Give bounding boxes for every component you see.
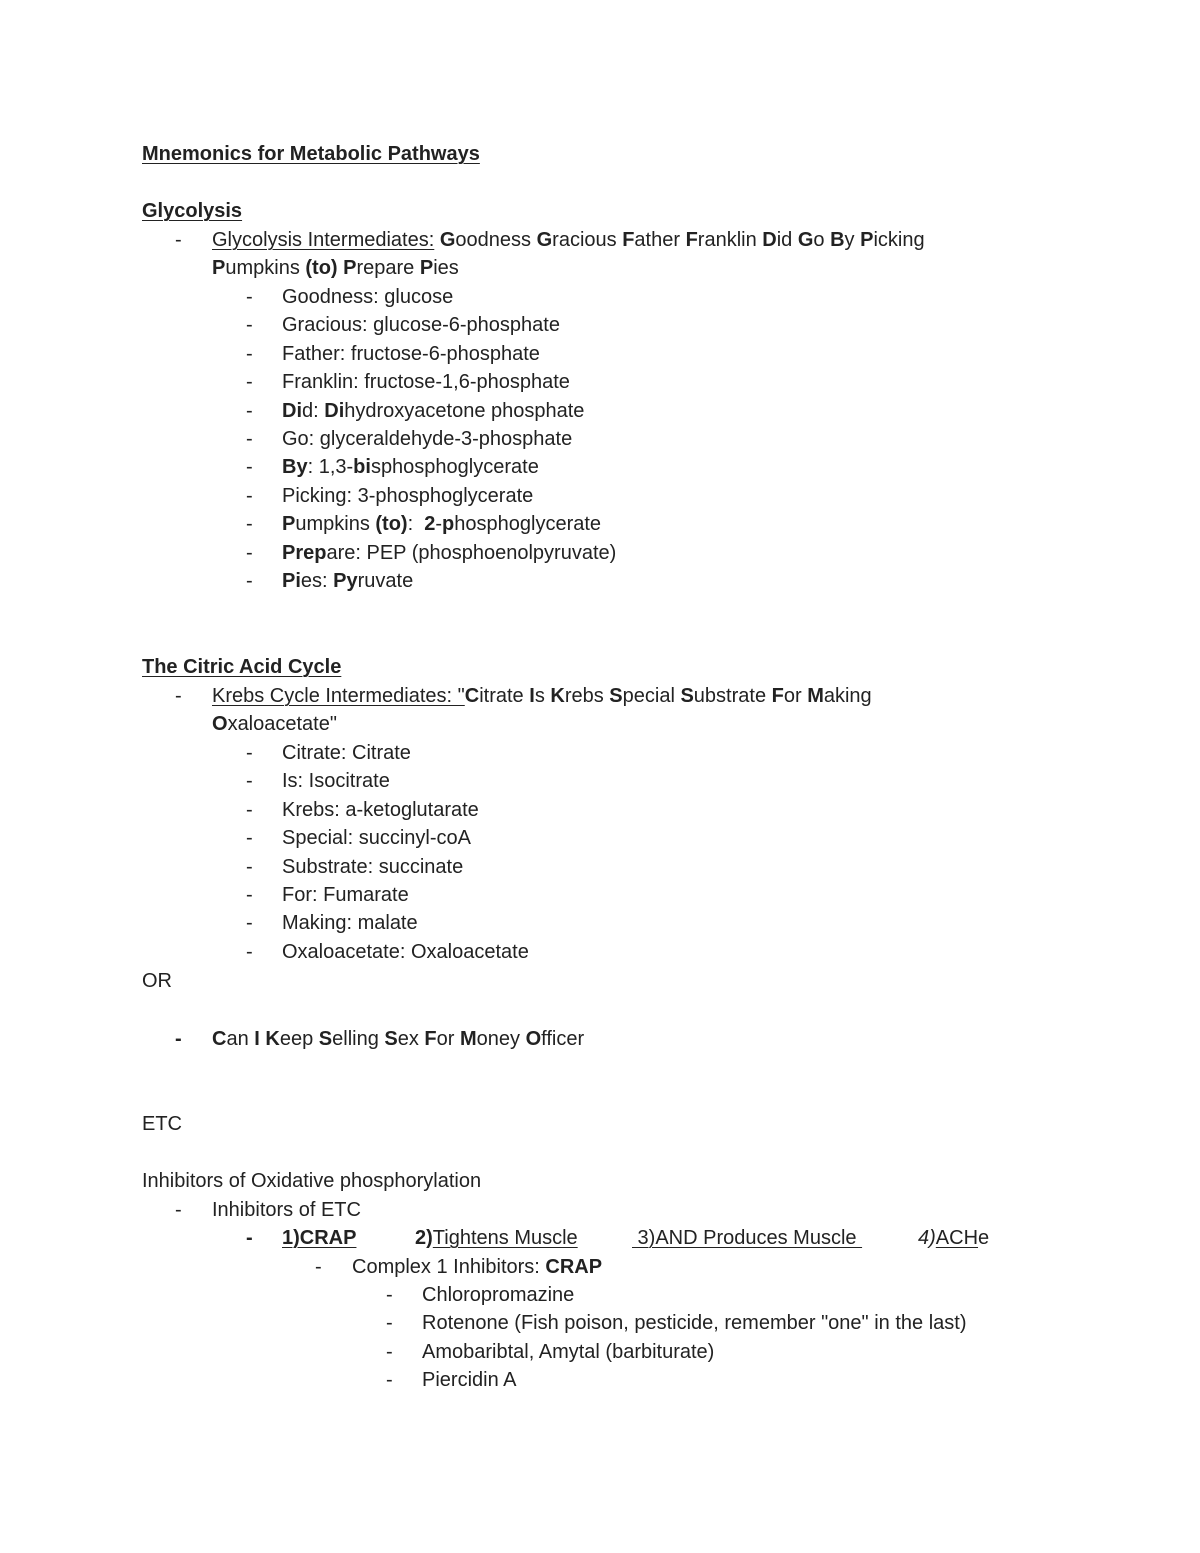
- text-segment: P: [343, 257, 357, 279]
- bullet-dash: -: [175, 229, 182, 251]
- bullet-dash: -: [175, 1199, 182, 1221]
- bullet-dash: -: [246, 541, 253, 564]
- text-segment: P: [282, 513, 296, 536]
- text-segment: :: [407, 513, 425, 536]
- bullet-dash: -: [246, 513, 253, 536]
- bullet-dash: -: [246, 770, 253, 793]
- krebs-mnemonic-line2: [212, 710, 337, 738]
- text-segment: Goodness: glucose: [282, 286, 454, 308]
- bullet-dash: -: [246, 1227, 253, 1249]
- text-segment: an: [226, 1028, 255, 1050]
- text-segment: umpkins: [225, 257, 306, 279]
- text-segment: For: Fumarate: [282, 884, 409, 906]
- krebs-mnemonic-line1: [465, 685, 872, 707]
- text-segment: M: [459, 1028, 477, 1050]
- text-segment: Citrate: Citrate: [282, 742, 411, 764]
- text-segment: S: [609, 685, 623, 707]
- text-segment: F: [424, 1028, 437, 1050]
- etc-mnemonic-part-4: [918, 1224, 989, 1252]
- text-segment: e: [978, 1227, 990, 1249]
- bullet-dash: -: [386, 1312, 393, 1335]
- text-segment: 1)CRAP: [282, 1227, 357, 1249]
- text-segment: I: [529, 685, 535, 707]
- text-segment: aking: [823, 685, 872, 707]
- text-segment: Father: fructose-6-phosphate: [282, 342, 540, 365]
- bullet-dash: -: [386, 1369, 393, 1392]
- etc-mnemonic-row: [212, 1224, 1112, 1252]
- bullet-dash: -: [246, 742, 253, 764]
- bullet-dash: -: [246, 342, 253, 365]
- text-segment: umpkins: [295, 513, 376, 536]
- complex1-acronym: CRAP: [545, 1256, 603, 1278]
- bullet-dash: -: [246, 798, 253, 821]
- text-segment: hosphoglycerate: [454, 513, 602, 536]
- bullet-dash: -: [246, 855, 253, 878]
- text-segment: -: [435, 513, 443, 536]
- text-segment: Go: glyceraldehyde-3-phosphate: [282, 428, 573, 450]
- text-segment: Franklin: fructose-1,6-phosphate: [282, 371, 570, 394]
- bullet-dash: -: [386, 1284, 393, 1306]
- text-segment: repare: [356, 257, 420, 279]
- text-segment: xaloacetate": [227, 713, 337, 735]
- text-segment: Special: succinyl-coA: [282, 827, 471, 850]
- citric-acid-heading: The Citric Acid Cycle: [142, 656, 342, 678]
- text-segment: F: [622, 229, 635, 251]
- text-segment: P: [212, 257, 226, 279]
- text-segment: S: [384, 1028, 398, 1050]
- text-segment: eep: [279, 1028, 319, 1050]
- text-segment: D: [762, 229, 777, 251]
- text-segment: Picking: 3-phosphoglycerate: [282, 484, 534, 507]
- text-segment: are: PEP (phosphoenolpyruvate): [326, 541, 617, 564]
- text-segment: or: [783, 685, 808, 707]
- text-segment: ather: [634, 229, 686, 251]
- text-segment: 4): [918, 1227, 936, 1249]
- text-segment: S: [318, 1028, 333, 1050]
- text-segment: ex: [397, 1028, 425, 1050]
- text-segment: ACH: [935, 1227, 979, 1249]
- text-segment: B: [830, 229, 845, 251]
- bullet-dash: -: [175, 685, 182, 707]
- oxphos-inhibitors-heading: Inhibitors of Oxidative phosphorylation: [142, 1170, 482, 1192]
- text-segment: d:: [302, 399, 325, 422]
- or-label: OR: [142, 970, 172, 992]
- text-segment: (to): [305, 257, 338, 279]
- text-segment: sphosphoglycerate: [370, 456, 539, 479]
- text-segment: rebs: [564, 685, 610, 707]
- bullet-dash: -: [246, 314, 253, 337]
- text-segment: p: [442, 513, 455, 536]
- text-segment: or: [436, 1028, 460, 1050]
- text-segment: ubstrate: [693, 685, 772, 707]
- text-segment: Py: [333, 570, 358, 592]
- text-segment: oodness: [455, 229, 537, 251]
- text-segment: 2: [424, 513, 436, 536]
- complex1-label: Complex 1 Inhibitors:: [352, 1256, 546, 1278]
- text-segment: K: [550, 685, 565, 707]
- text-segment: ranklin: [697, 229, 763, 251]
- document-page: Mnemonics for Metabolic Pathways Glycolysis - Glycolysis Intermediates: Goodness Gracious Father Franklin Did Go By Picking Pumpkins (to) Prepare Pies - Goodness: glucose - Gracious: glucose-6-phosphate - Father: fructose-6-phosphate - Franklin: fructose-1,6-phosphate - Did: Dihydroxyacetone phosphate - Go: glyceraldehyde-3-phosphate - By: 1,3-bisphosphoglycerate - Picking: 3-phosphoglycerate - Pumpkins (to): 2-phosphoglycerate - Prepare: PEP (phosphoenolpyruvate) - Pies: Pyruvate The Citric Acid Cycle - Krebs Cycle Intermediates: "Citrate Is Krebs Special Substrate For Making Oxaloacetate" - Citrate: Citrate - Is: Isocitrate - Krebs: a-ketoglutarate - Special: succinyl-coA - Substrate: succinate - For: Fumarate - Making: malate - Oxaloacetate: Oxaloacetate OR - Can I Keep Selling Sex For Money Officer ETC Inhibitors of Oxidative phosphorylation - Inhibitors of ETC - 1)CRAP 2)Tightens Muscle 3)AND Produces Muscle 4)ACHe - Complex 1 Inhibitors: CRAP - Chloropromazine - Rotenone (Fish poison, pesticide, remember "one" in the last) - Amobaribtal, Amytal (barbiturate) - Piercidin A: [0, 0, 1200, 1553]
- list-item-text: Piercidin A: [422, 1369, 517, 1392]
- text-segment: Oxaloacetate: Oxaloacetate: [282, 940, 529, 963]
- text-segment: Making: malate: [282, 912, 418, 935]
- text-segment: O: [212, 713, 228, 735]
- list-item-text: Amobaribtal, Amytal (barbiturate): [422, 1340, 715, 1363]
- text-segment: ies: [433, 257, 459, 279]
- page-title: Mnemonics for Metabolic Pathways: [142, 143, 480, 165]
- text-segment: 2): [415, 1227, 433, 1249]
- text-segment: bi: [353, 456, 371, 479]
- text-segment: Di: [324, 399, 345, 422]
- text-segment: S: [680, 685, 694, 707]
- list-item-text: Rotenone (Fish poison, pesticide, remember "one" in the last): [422, 1312, 967, 1335]
- text-segment: racious: [552, 229, 623, 251]
- text-segment: M: [807, 685, 824, 707]
- text-segment: ruvate: [357, 570, 414, 592]
- list-item-text: Chloropromazine: [422, 1284, 575, 1306]
- text-segment: P: [419, 257, 434, 279]
- bullet-dash: -: [315, 1256, 322, 1278]
- text-segment: hydroxyacetone phosphate: [344, 399, 585, 422]
- text-segment: Gracious: glucose-6-phosphate: [282, 314, 560, 337]
- bullet-dash: -: [246, 827, 253, 850]
- text-segment: Substrate: succinate: [282, 855, 464, 878]
- etc-heading: ETC: [142, 1113, 182, 1135]
- text-segment: C: [464, 685, 480, 707]
- bullet-dash: -: [246, 286, 253, 308]
- text-segment: oney: [476, 1028, 526, 1050]
- etc-mnemonic-part-1: [282, 1224, 356, 1252]
- text-segment: (to): [375, 513, 408, 536]
- krebs-intermediates-label: Krebs Cycle Intermediates: ": [212, 685, 465, 707]
- text-segment: es:: [300, 570, 334, 592]
- glycolysis-heading: Glycolysis: [142, 200, 243, 222]
- text-segment: fficer: [541, 1028, 585, 1050]
- bullet-dash: -: [246, 912, 253, 935]
- text-segment: icking: [873, 229, 925, 251]
- text-segment: G: [439, 229, 456, 251]
- glycolysis-mnemonic-line1: [434, 229, 924, 251]
- text-segment: K: [265, 1028, 280, 1050]
- bullet-dash: -: [246, 399, 253, 422]
- text-segment: Di: [282, 399, 302, 422]
- text-segment: itrate: [479, 685, 530, 707]
- bullet-dash: -: [246, 484, 253, 507]
- text-segment: : 1,3-: [307, 456, 354, 479]
- text-segment: Prep: [282, 541, 327, 564]
- bullet-dash: -: [246, 940, 253, 963]
- text-segment: G: [797, 229, 814, 251]
- text-segment: Tightens Muscle: [432, 1227, 578, 1249]
- bullet-dash: -: [175, 1028, 182, 1050]
- etc-mnemonic-part-3: [632, 1224, 862, 1252]
- text-segment: 3)AND Produces Muscle: [632, 1227, 863, 1249]
- glycolysis-mnemonic-line2: [212, 254, 459, 282]
- text-segment: Pi: [282, 570, 301, 592]
- text-segment: F: [685, 229, 698, 251]
- text-segment: Is: Isocitrate: [282, 770, 390, 793]
- bullet-dash: -: [246, 456, 253, 479]
- bullet-dash: -: [386, 1340, 393, 1363]
- text-segment: G: [536, 229, 553, 251]
- glycolysis-intermediates-label: Glycolysis Intermediates:: [212, 229, 435, 251]
- text-segment: O: [525, 1028, 542, 1050]
- text-segment: pecial: [622, 685, 681, 707]
- text-segment: I: [254, 1028, 260, 1050]
- text-segment: o: [813, 229, 831, 251]
- text-segment: P: [860, 229, 874, 251]
- bullet-dash: -: [246, 570, 253, 592]
- text-segment: By: [282, 456, 308, 479]
- etc-mnemonic-part-2: [415, 1224, 578, 1252]
- text-segment: y: [844, 229, 861, 251]
- text-segment: elling: [332, 1028, 385, 1050]
- text-segment: Krebs: a-ketoglutarate: [282, 798, 479, 821]
- text-segment: s: [534, 685, 551, 707]
- bullet-dash: -: [246, 884, 253, 906]
- text-segment: C: [212, 1028, 227, 1050]
- text-segment: F: [771, 685, 784, 707]
- text-segment: id: [776, 229, 798, 251]
- bullet-dash: -: [246, 371, 253, 394]
- bullet-dash: -: [246, 428, 253, 450]
